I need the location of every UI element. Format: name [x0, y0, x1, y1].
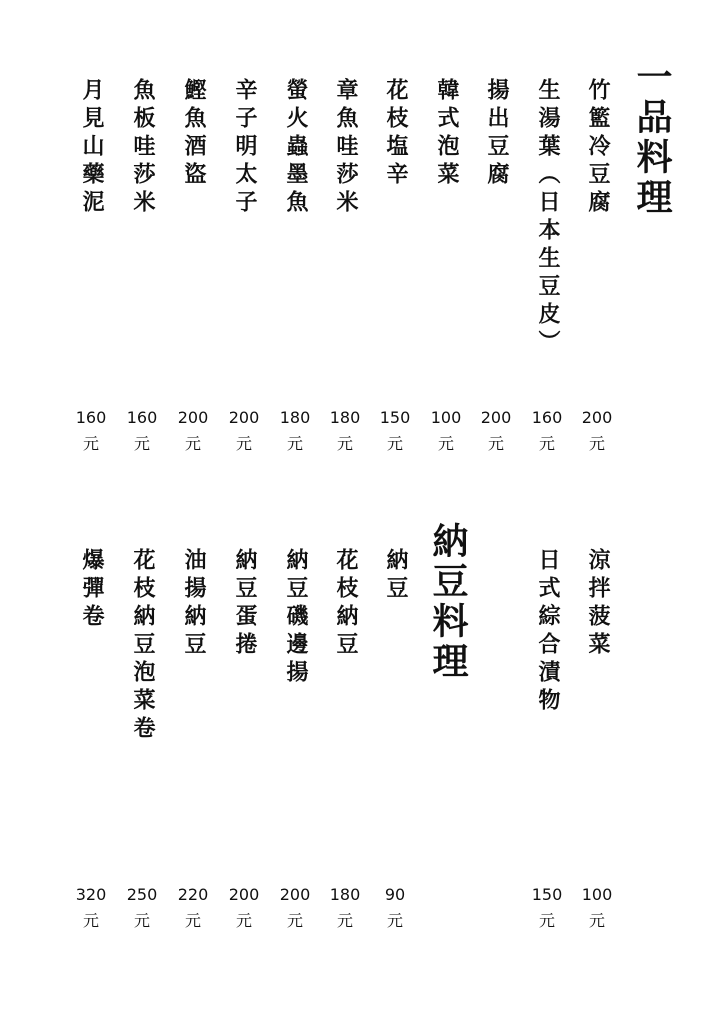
- menu-item-price: 200 元: [279, 885, 311, 930]
- menu-item-name: 納豆: [383, 548, 409, 604]
- menu-item-name: 油揚納豆: [181, 548, 207, 660]
- menu-item-name: 辛子明太子: [232, 78, 258, 218]
- menu-item-price: 160 元: [531, 408, 563, 453]
- menu-item-price: 200 元: [480, 408, 512, 453]
- section-title-ippin: 一品料理: [631, 58, 673, 218]
- menu-item-name: 花枝納豆: [333, 548, 359, 660]
- menu-item-price: 150 元: [531, 885, 563, 930]
- menu-item-price: 200 元: [581, 408, 613, 453]
- menu-item-name: 竹籃冷豆腐: [585, 78, 611, 218]
- menu-item-name: 生湯葉（日本生豆皮）: [535, 78, 561, 358]
- menu-item-price: 90 元: [384, 885, 406, 930]
- menu-item-name: 韓式泡菜: [434, 78, 460, 190]
- menu-item-price: 180 元: [279, 408, 311, 453]
- menu-item-name: 章魚哇莎米: [333, 78, 359, 218]
- menu-item-name: 納豆蛋捲: [232, 548, 258, 660]
- menu-item-price: 100 元: [581, 885, 613, 930]
- menu-item-name: 花枝納豆泡菜卷: [130, 548, 156, 744]
- menu-item-price: 250 元: [126, 885, 158, 930]
- menu-item-name: 納豆磯邊揚: [283, 548, 309, 688]
- menu-item-name: 魚板哇莎米: [130, 78, 156, 218]
- menu-item-price: 220 元: [177, 885, 209, 930]
- menu-item-name: 鰹魚酒盜: [181, 78, 207, 190]
- menu-item-name: 月見山藥泥: [79, 78, 105, 218]
- menu-item-name: 螢火蟲墨魚: [283, 78, 309, 218]
- menu-item-name: 花枝塩辛: [383, 78, 409, 190]
- menu-item-price: 160 元: [75, 408, 107, 453]
- menu-item-price: 160 元: [126, 408, 158, 453]
- menu-item-price: 100 元: [430, 408, 462, 453]
- menu-item-name: 涼拌菠菜: [585, 548, 611, 660]
- menu-item-price: 200 元: [228, 408, 260, 453]
- menu-item-price: 200 元: [177, 408, 209, 453]
- section-title-natto: 納豆料理: [427, 522, 469, 682]
- menu-item-name: 揚出豆腐: [484, 78, 510, 190]
- menu-item-price: 320 元: [75, 885, 107, 930]
- menu-item-price: 180 元: [329, 408, 361, 453]
- menu-item-price: 200 元: [228, 885, 260, 930]
- menu-item-price: 150 元: [379, 408, 411, 453]
- menu-item-name: 爆彈卷: [79, 548, 105, 632]
- menu-item-name: 日式綜合漬物: [535, 548, 561, 716]
- menu-item-price: 180 元: [329, 885, 361, 930]
